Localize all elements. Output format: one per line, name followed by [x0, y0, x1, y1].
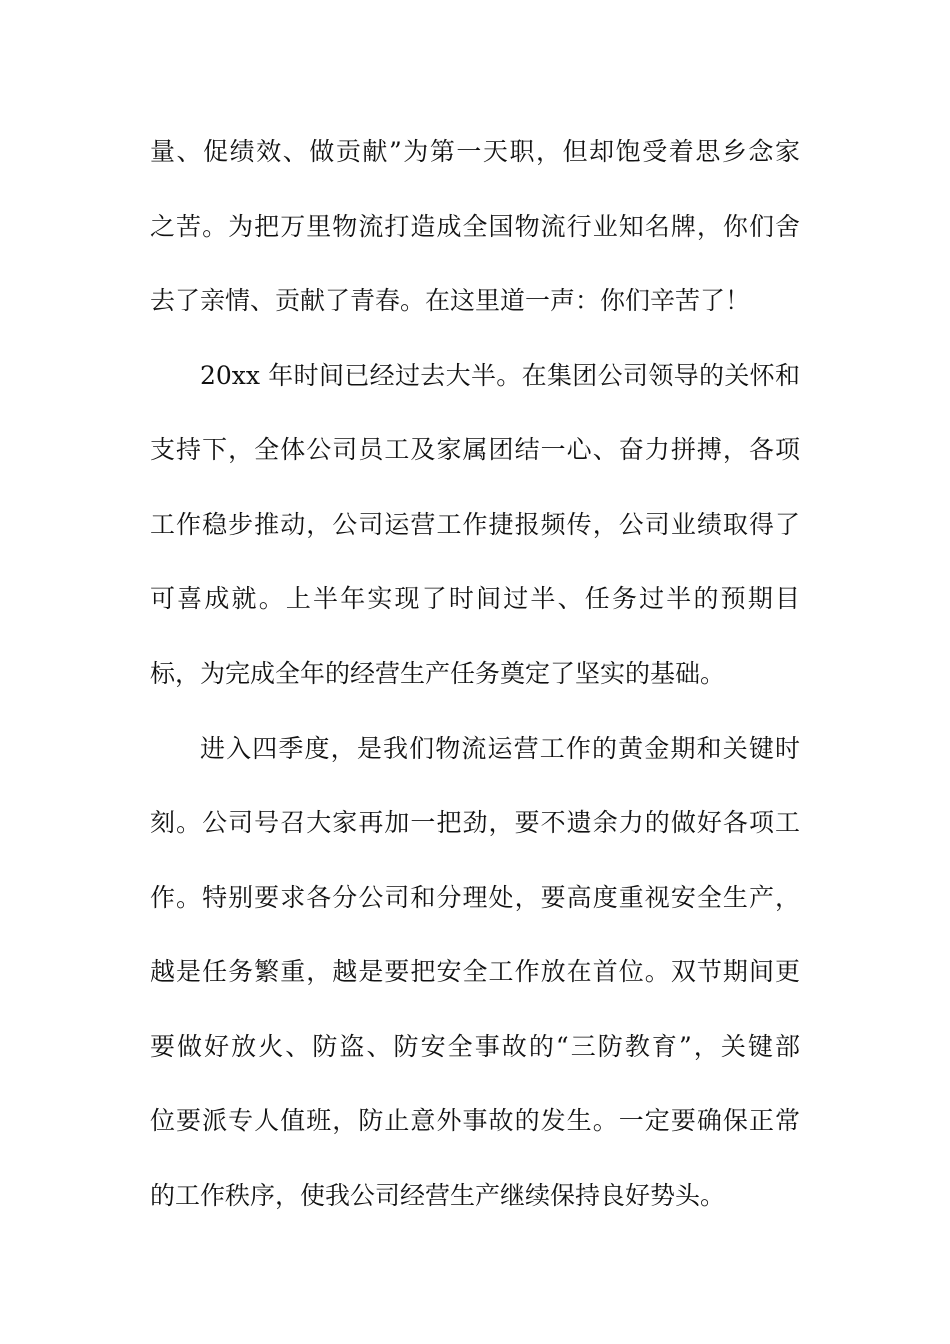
text-line: 刻。公司号召大家再加一把劲，要不遗余力的做好各项工 — [150, 808, 800, 837]
text-line: 可喜成就。上半年实现了时间过半、任务过半的预期目 — [150, 584, 800, 613]
text-line: 去了亲情、贡献了青春。在这里道一声：你们辛苦了！ — [150, 286, 751, 315]
text-line: 支持下，全体公司员工及家属团结一心、奋力拼搏，各项 — [150, 435, 800, 464]
text-line: 标，为完成全年的经营生产任务奠定了坚实的基础。 — [150, 659, 726, 688]
text-line: 作。特别要求各分公司和分理处，要高度重视安全生产， — [150, 883, 800, 912]
text-line: 位要派专人值班，防止意外事故的发生。一定要确保正常 — [150, 1106, 800, 1135]
text-line: 越是任务繁重，越是要把安全工作放在首位。双节期间更 — [150, 957, 800, 986]
text-line: 的工作秩序，使我公司经营生产继续保持良好势头。 — [150, 1181, 726, 1210]
text-line: 量、促绩效、做贡献”为第一天职，但却饱受着思乡念家 — [150, 137, 800, 166]
text-line: 工作稳步推动，公司运营工作捷报频传，公司业绩取得了 — [150, 510, 800, 539]
text-line: 20xx 年时间已经过去大半。在集团公司领导的关怀和 — [200, 361, 800, 390]
text-line: 进入四季度，是我们物流运营工作的黄金期和关键时 — [200, 734, 800, 763]
text-line: 要做好放火、防盗、防安全事故的“三防教育”，关键部 — [150, 1032, 800, 1061]
text-line: 之苦。为把万里物流打造成全国物流行业知名牌，你们舍 — [150, 212, 800, 241]
